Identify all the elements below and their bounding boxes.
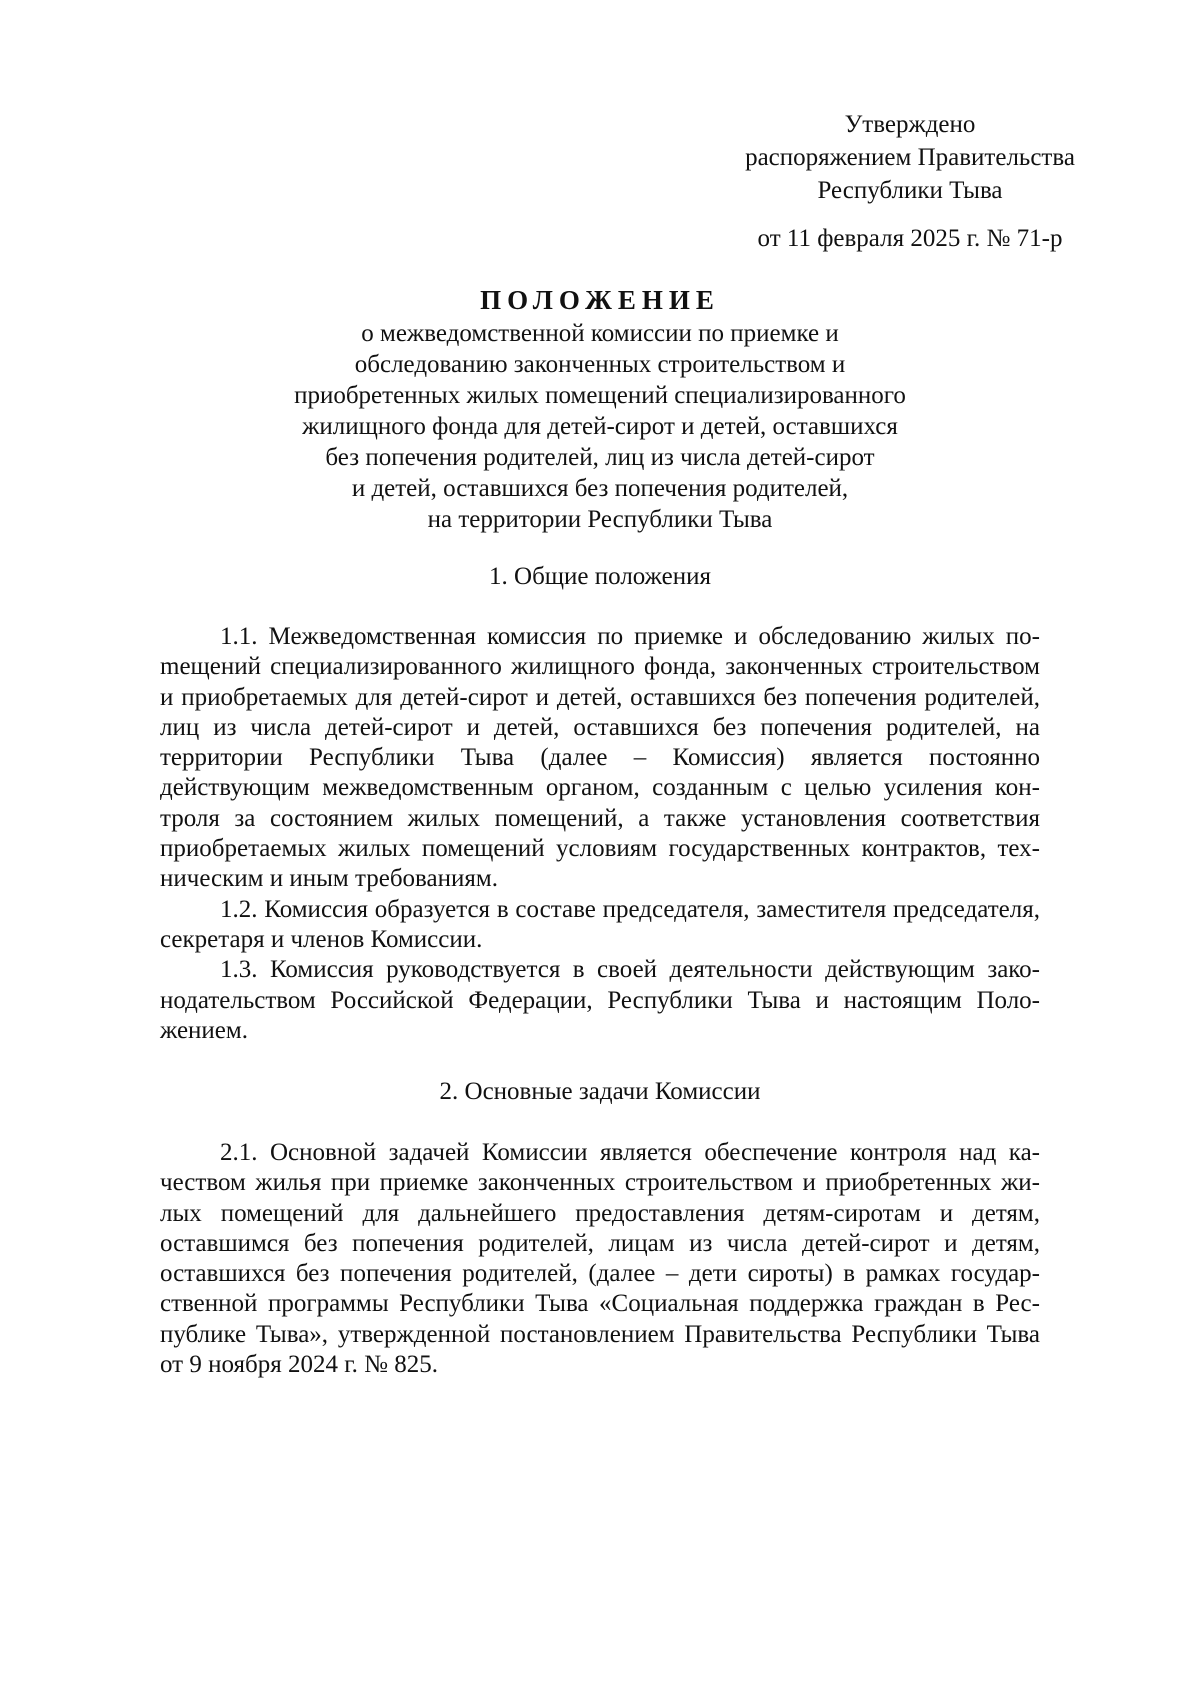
section-body bbox=[160, 1138, 1040, 1380]
paragraph: 1.2. Комиссия образуется в составе председателя, заместителя председателя, секретаря и членов Комиссии. bbox=[160, 895, 1040, 953]
document-title-block bbox=[160, 282, 1040, 535]
subtitle-line: и детей, оставшихся без попечения родителей, bbox=[351, 475, 849, 502]
paragraph: 1.3. Комиссия руководствуется в своей деятельности действующим законодательством Российской Федерации, Республики Тыва и настоящим Положением. bbox=[160, 956, 1040, 1044]
subtitle-line: без попечения родителей, лиц из числа детей-сирот bbox=[325, 444, 875, 471]
approval-line: распоряжением Правительства bbox=[745, 144, 1075, 171]
paragraph: 1.1. Межведомственная комиссия по приемке и обследованию жилых поmещений специализированного жилищного фонда, законченных строительством и приобретаемых для детей-сирот и детей, оставшихся без попечения родителей, лиц из числа детей-сирот и детей, оставшихся без попечения родителей, на территории Республики Тыва (далее – Комиссия) является постоянно действующим межведомственным органом, созданным с целью усиления контроля за состоянием жилых помещений, а также установления соответствия приобретаемых жилых помещений условиям государственных контрактов, техническим и иным требованиям. bbox=[160, 623, 1040, 893]
paragraph: 2.1. Основной задачей Комиссии является обеспечение контроля над качеством жилья при приемке законченных строительством и приобретенных жилых помещений для дальнейшего предоставления детям-сиротам и детям, оставшимся без попечения родителей, лицам из числа детей-сирот и детям, оставшихся без попечения родителей, (далее – дети сироты) в рамках государственной программы Республики Тыва «Социальная поддержка граждан в Республике Тыва», утвержденной постановлением Правительства Республики Тыва от 9 ноября 2024 г. № 825. bbox=[160, 1139, 1040, 1379]
section-heading: 2. Основные задачи Комиссии bbox=[439, 1078, 761, 1105]
approval-date: от 11 февраля 2025 г. № 71-р bbox=[757, 225, 1063, 252]
document-title: ПОЛОЖЕНИЕ bbox=[480, 285, 720, 315]
approval-line: Утверждено bbox=[844, 111, 976, 138]
section-heading: 1. Общие положения bbox=[489, 563, 711, 590]
subtitle-line: на территории Республики Тыва bbox=[427, 506, 773, 533]
approval-line: Республики Тыва bbox=[817, 177, 1003, 204]
subtitle-line: обследованию законченных строительством и bbox=[354, 351, 846, 378]
approval-stamp bbox=[700, 108, 1120, 207]
subtitle-line: о межведомственной комиссии по приемке и bbox=[361, 320, 839, 347]
subtitle-line: приобретенных жилых помещений специализированного bbox=[294, 382, 906, 409]
section-body bbox=[160, 622, 1040, 1046]
subtitle-line: жилищного фонда для детей-сирот и детей, оставшихся bbox=[302, 413, 898, 440]
